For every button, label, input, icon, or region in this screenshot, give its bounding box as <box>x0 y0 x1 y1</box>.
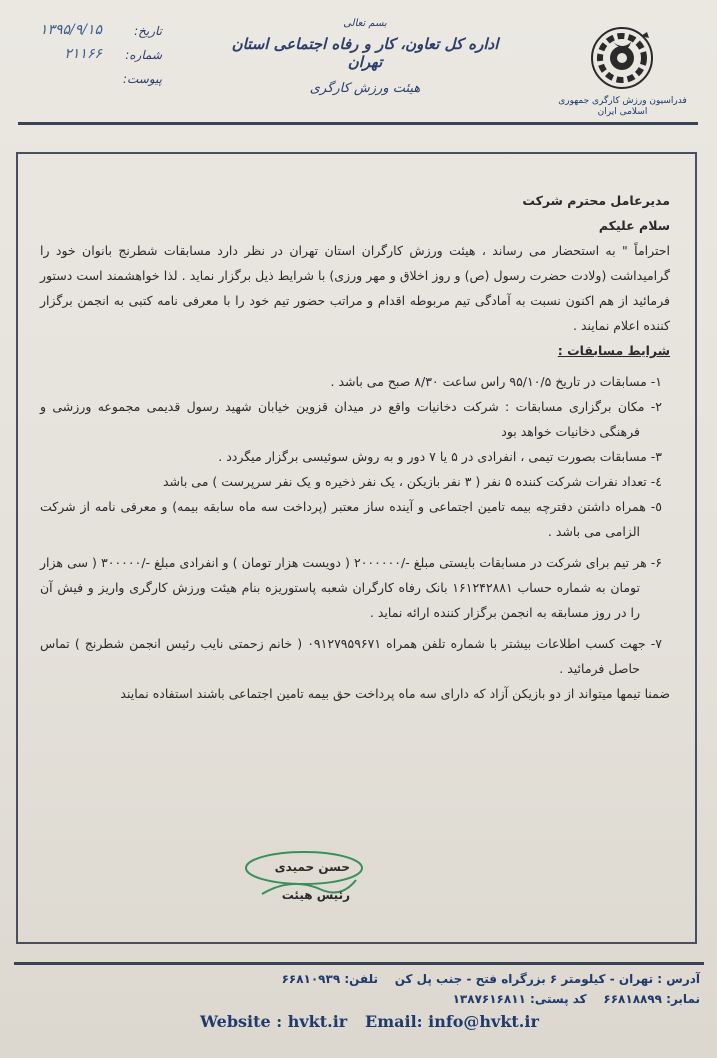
number-row <box>12 46 162 70</box>
org-name: اداره کل تعاون، کار و رفاه اجتماعی استان تهران <box>231 35 499 71</box>
footer-line-fax <box>453 992 700 1006</box>
attachment-row <box>12 70 162 94</box>
letter-body <box>40 188 670 706</box>
condition-item: ٤- تعداد نفرات شرکت کننده ۵ نفر ( ۳ نفر بازیکن ، یک نفر ذخیره و یک نفر سرپرست ) می باشد <box>163 474 662 489</box>
date-row <box>12 22 162 46</box>
org-subtitle: هیئت ورزش کارگری <box>309 81 421 96</box>
condition-item: ۳- مسابقات بصورت تیمی ، انفرادی در ۵ یا ۷ دور و به روش سوئیسی برگزار میگردد . <box>218 449 662 464</box>
closing-note: ضمنا تیمها میتواند از دو بازیکن آزاد که دارای سه ماه پرداخت حق بیمه تامین اجتماعی باشند استفاده نمایند <box>120 686 670 701</box>
condition-item: ۶- هر تیم برای شرکت در مسابقات بایستی مبلغ -/۲۰۰۰۰۰۰ ( دویست هزار تومان ) و انفرادی مبلغ -/۳۰۰۰۰۰ ( سی هزار تومان به شماره حساب ۱۶۱۲۴۲۸۸۱ بانک رفاه کارگران شعبه پاستوریزه بنام هیئت ورزش کارگری واریز و فیش آن را در روز مسابقه به انجمن برگزار کننده ارائه نماید . <box>40 555 662 620</box>
date-label: تاریخ: <box>134 24 162 38</box>
footer-divider <box>14 962 704 965</box>
attachment-label: پیوست: <box>122 72 162 86</box>
condition-item: ۲- مکان برگزاری مسابقات : شرکت دخانیات واقع در میدان قزوین خیابان شهید رسول قدیمی مجموعه ورزشی و فرهنگی دخانیات خواهد بود <box>40 399 662 439</box>
email-text[interactable]: Email: info@hvkt.ir <box>365 1012 539 1031</box>
gear-logo-icon <box>555 22 690 97</box>
recipient: مدیرعامل محترم شرکت <box>522 193 670 208</box>
footer-line-address <box>282 972 700 986</box>
condition-item: ۱- مسابقات در تاریخ ۹۵/۱۰/۵ راس ساعت ۸/۳۰ صبح می باشد . <box>330 374 662 389</box>
bismillah: بسم تعالی <box>343 18 387 29</box>
number-label: شماره: <box>125 48 162 62</box>
logo-caption: فدراسیون ورزش کارگری جمهوری اسلامی ایران <box>558 96 687 117</box>
conditions-title: شرایط مسابقات : <box>557 343 670 358</box>
signer-title: رئیس هیئت <box>281 888 350 902</box>
fax-text: نمابر: ۶۶۸۱۸۸۹۹ <box>603 992 700 1006</box>
number-value: ۲۱۱۶۶ <box>64 46 102 62</box>
letter-meta <box>12 22 162 94</box>
signer-name: حسن حمیدی <box>274 860 350 874</box>
condition-item: ٥- همراه داشتن دفترچه بیمه تامین اجتماعی و آینده ساز معتبر (پرداخت سه ماه سابقه بیمه) و معرفی نامه از شرکت الزامی می باشد . <box>40 499 662 539</box>
header-divider <box>18 122 698 125</box>
phone-text: تلفن: ۶۶۸۱۰۹۳۹ <box>281 972 378 986</box>
date-value: ۱۳۹۵/۹/۱۵ <box>39 22 102 38</box>
address-text: آدرس : تهران - کیلومتر ۶ بزرگراه فتح - جنب پل کن <box>394 972 700 986</box>
intro-paragraph: احتراماً " به استحضار می رساند ، هیئت ورزش کارگران استان تهران در نظر دارد مسابقات شطرنج بانوان خود را گرامیداشت (ولادت حضرت رسول (ص) و روز اخلاق و مهر ورزی) با شرایط ذیل برگزار نماید . لذا خواهشمند است دستور فرمائید از هم اکنون نسبت به آمادگی تیم مربوطه اقدام و مراتب حضور تیم خود را با معرفی نامه کتبی به انجمن برگزار کننده اعلام نمایند . <box>40 243 670 333</box>
website-text[interactable]: Website : hvkt.ir <box>200 1012 348 1031</box>
postal-text: کد پستی: ۱۳۸۷۶۱۶۸۱۱ <box>452 992 587 1006</box>
letterhead-title <box>230 18 500 96</box>
signature-block <box>250 850 360 910</box>
greeting: سلام علیکم <box>598 218 670 233</box>
condition-item: ۷- جهت کسب اطلاعات بیشتر با شماره تلفن همراه ۰۹۱۲۷۹۵۹۶۷۱ ( خانم زحمتی نایب رئیس انجمن شطرنج ) تماس حاصل فرمائید . <box>40 636 662 676</box>
signature-scribble-icon <box>242 846 372 916</box>
federation-logo <box>555 22 690 127</box>
